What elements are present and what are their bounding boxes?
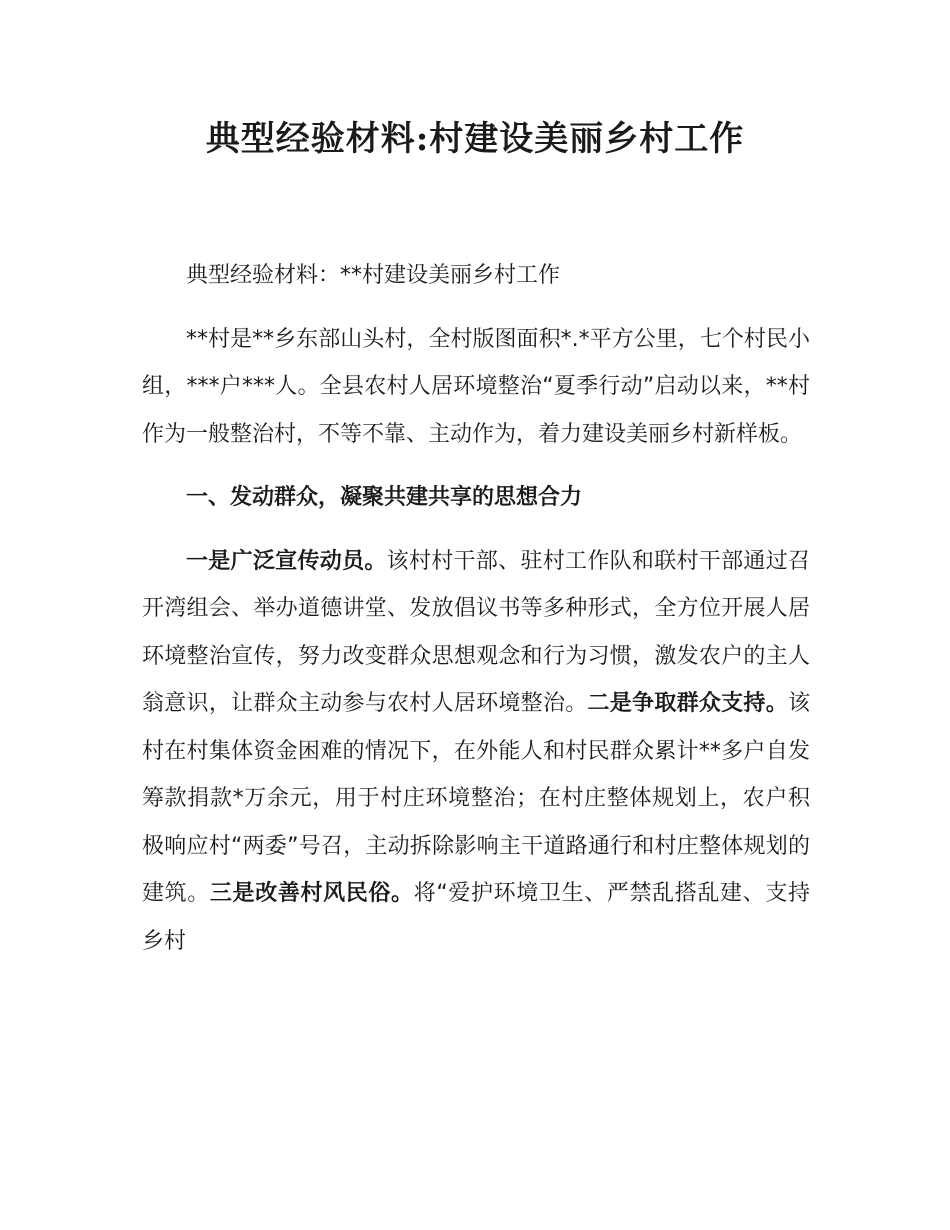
intro-paragraph: **村是**乡东部山头村，全村版图面积*.*平方公里，七个村民小组，***户***人。全县农村人居环境整治“夏季行动”启动以来，**村作为一般整治村，不等不靠、主动作为，着力建设美丽乡村新样板。 [142,326,810,447]
paragraph-text: 该村村干部、驻村工作队和联村干部通过召开湾组会、举办道德讲堂、发放倡议书等多种形式，全方位开展人居环境整治宣传，努力改变群众思想观念和行为习惯，激发农户的主人翁意识，让群众主动参与农村人居环境整治。 [142,548,810,716]
lead-phrase: 一是广泛宣传动员。 [186,548,387,574]
document-body [142,252,810,965]
paragraph-text: 将“爱护环境卫生、严禁乱搭乱建、支持乡村 [142,881,810,954]
section-heading: 一、发动群众，凝聚共建共享的思想合力 [186,485,583,510]
body-paragraph [142,538,810,966]
paragraph-text: 该村在村集体资金困难的情况下，在外能人和村民群众累计**多户自发筹款捐款*万余元，用于村庄环境整治；在村庄整体规划上，农户积极响应村“两委”号召，主动拆除影响主干道路通行和村庄整体规划的建筑。 [142,691,810,906]
subtitle-paragraph: 典型经验材料：**村建设美丽乡村工作 [186,263,561,288]
lead-phrase: 三是改善村风民俗。 [209,881,414,906]
document-title: 典型经验材料:村建设美丽乡村工作 [205,119,745,159]
lead-phrase: 二是争取群众支持。 [587,691,788,716]
